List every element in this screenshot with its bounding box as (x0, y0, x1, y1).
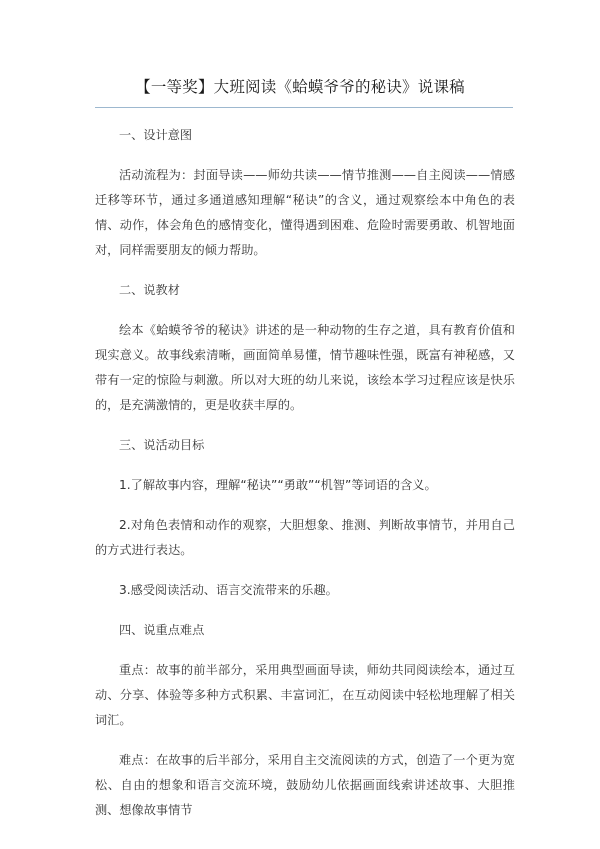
paragraph: 活动流程为：封面导读——师幼共读——情节推测——自主阅读——情感迁移等环节，通过多通道感知理解“秘诀”的含义，通过观察绘本中角色的表情、动作，体会角色的感情变化，懂得遇到困难、危险时需要勇敢、机智地面对，同样需要朋友的倾力帮助。 (95, 168, 515, 257)
paragraph: 3.感受阅读活动、语言交流带来的乐趣。 (119, 583, 338, 597)
section-heading: 四、说重点难点 (119, 623, 205, 637)
paragraph: 难点：在故事的后半部分，采用自主交流阅读的方式，创造了一个更为宽松、自由的想象和语言交流环境，鼓励幼儿依据画面线索讲述故事、大胆推测、想像故事情节 (95, 753, 515, 817)
section-design-intent (95, 123, 515, 263)
document-title: 【一等奖】大班阅读《蛤蟆爷爷的秘诀》说课稿 (135, 78, 465, 96)
paragraph: 绘本《蛤蟆爷爷的秘诀》讲述的是一种动物的生存之道，具有教育价值和现实意义。故事线索清晰，画面简单易懂，情节趣味性强，既富有神秘感，又带有一定的惊险与刺激。所以对大班的幼儿来说，该绘本学习过程应该是快乐的，是充满激情的，更是收获丰厚的。 (95, 323, 515, 412)
section-teaching-material (95, 278, 515, 418)
document-body (95, 123, 515, 838)
title-divider (95, 107, 513, 108)
section-key-points (95, 618, 515, 823)
paragraph: 2.对角色表情和动作的观察，大胆想象、推测、判断故事情节，并用自己的方式进行表达。 (95, 518, 515, 557)
section-activity-goals (95, 433, 515, 603)
section-heading: 三、说活动目标 (119, 438, 205, 452)
paragraph: 重点：故事的前半部分，采用典型画面导读，师幼共同阅读绘本，通过互动、分享、体验等多种方式积累、丰富词汇，在互动阅读中轻松地理解了相关词汇。 (95, 663, 515, 727)
paragraph: 1.了解故事内容，理解“秘诀”“勇敢”“机智”等词语的含义。 (119, 478, 437, 492)
section-heading: 二、说教材 (119, 283, 180, 297)
section-heading: 一、设计意图 (119, 128, 193, 142)
